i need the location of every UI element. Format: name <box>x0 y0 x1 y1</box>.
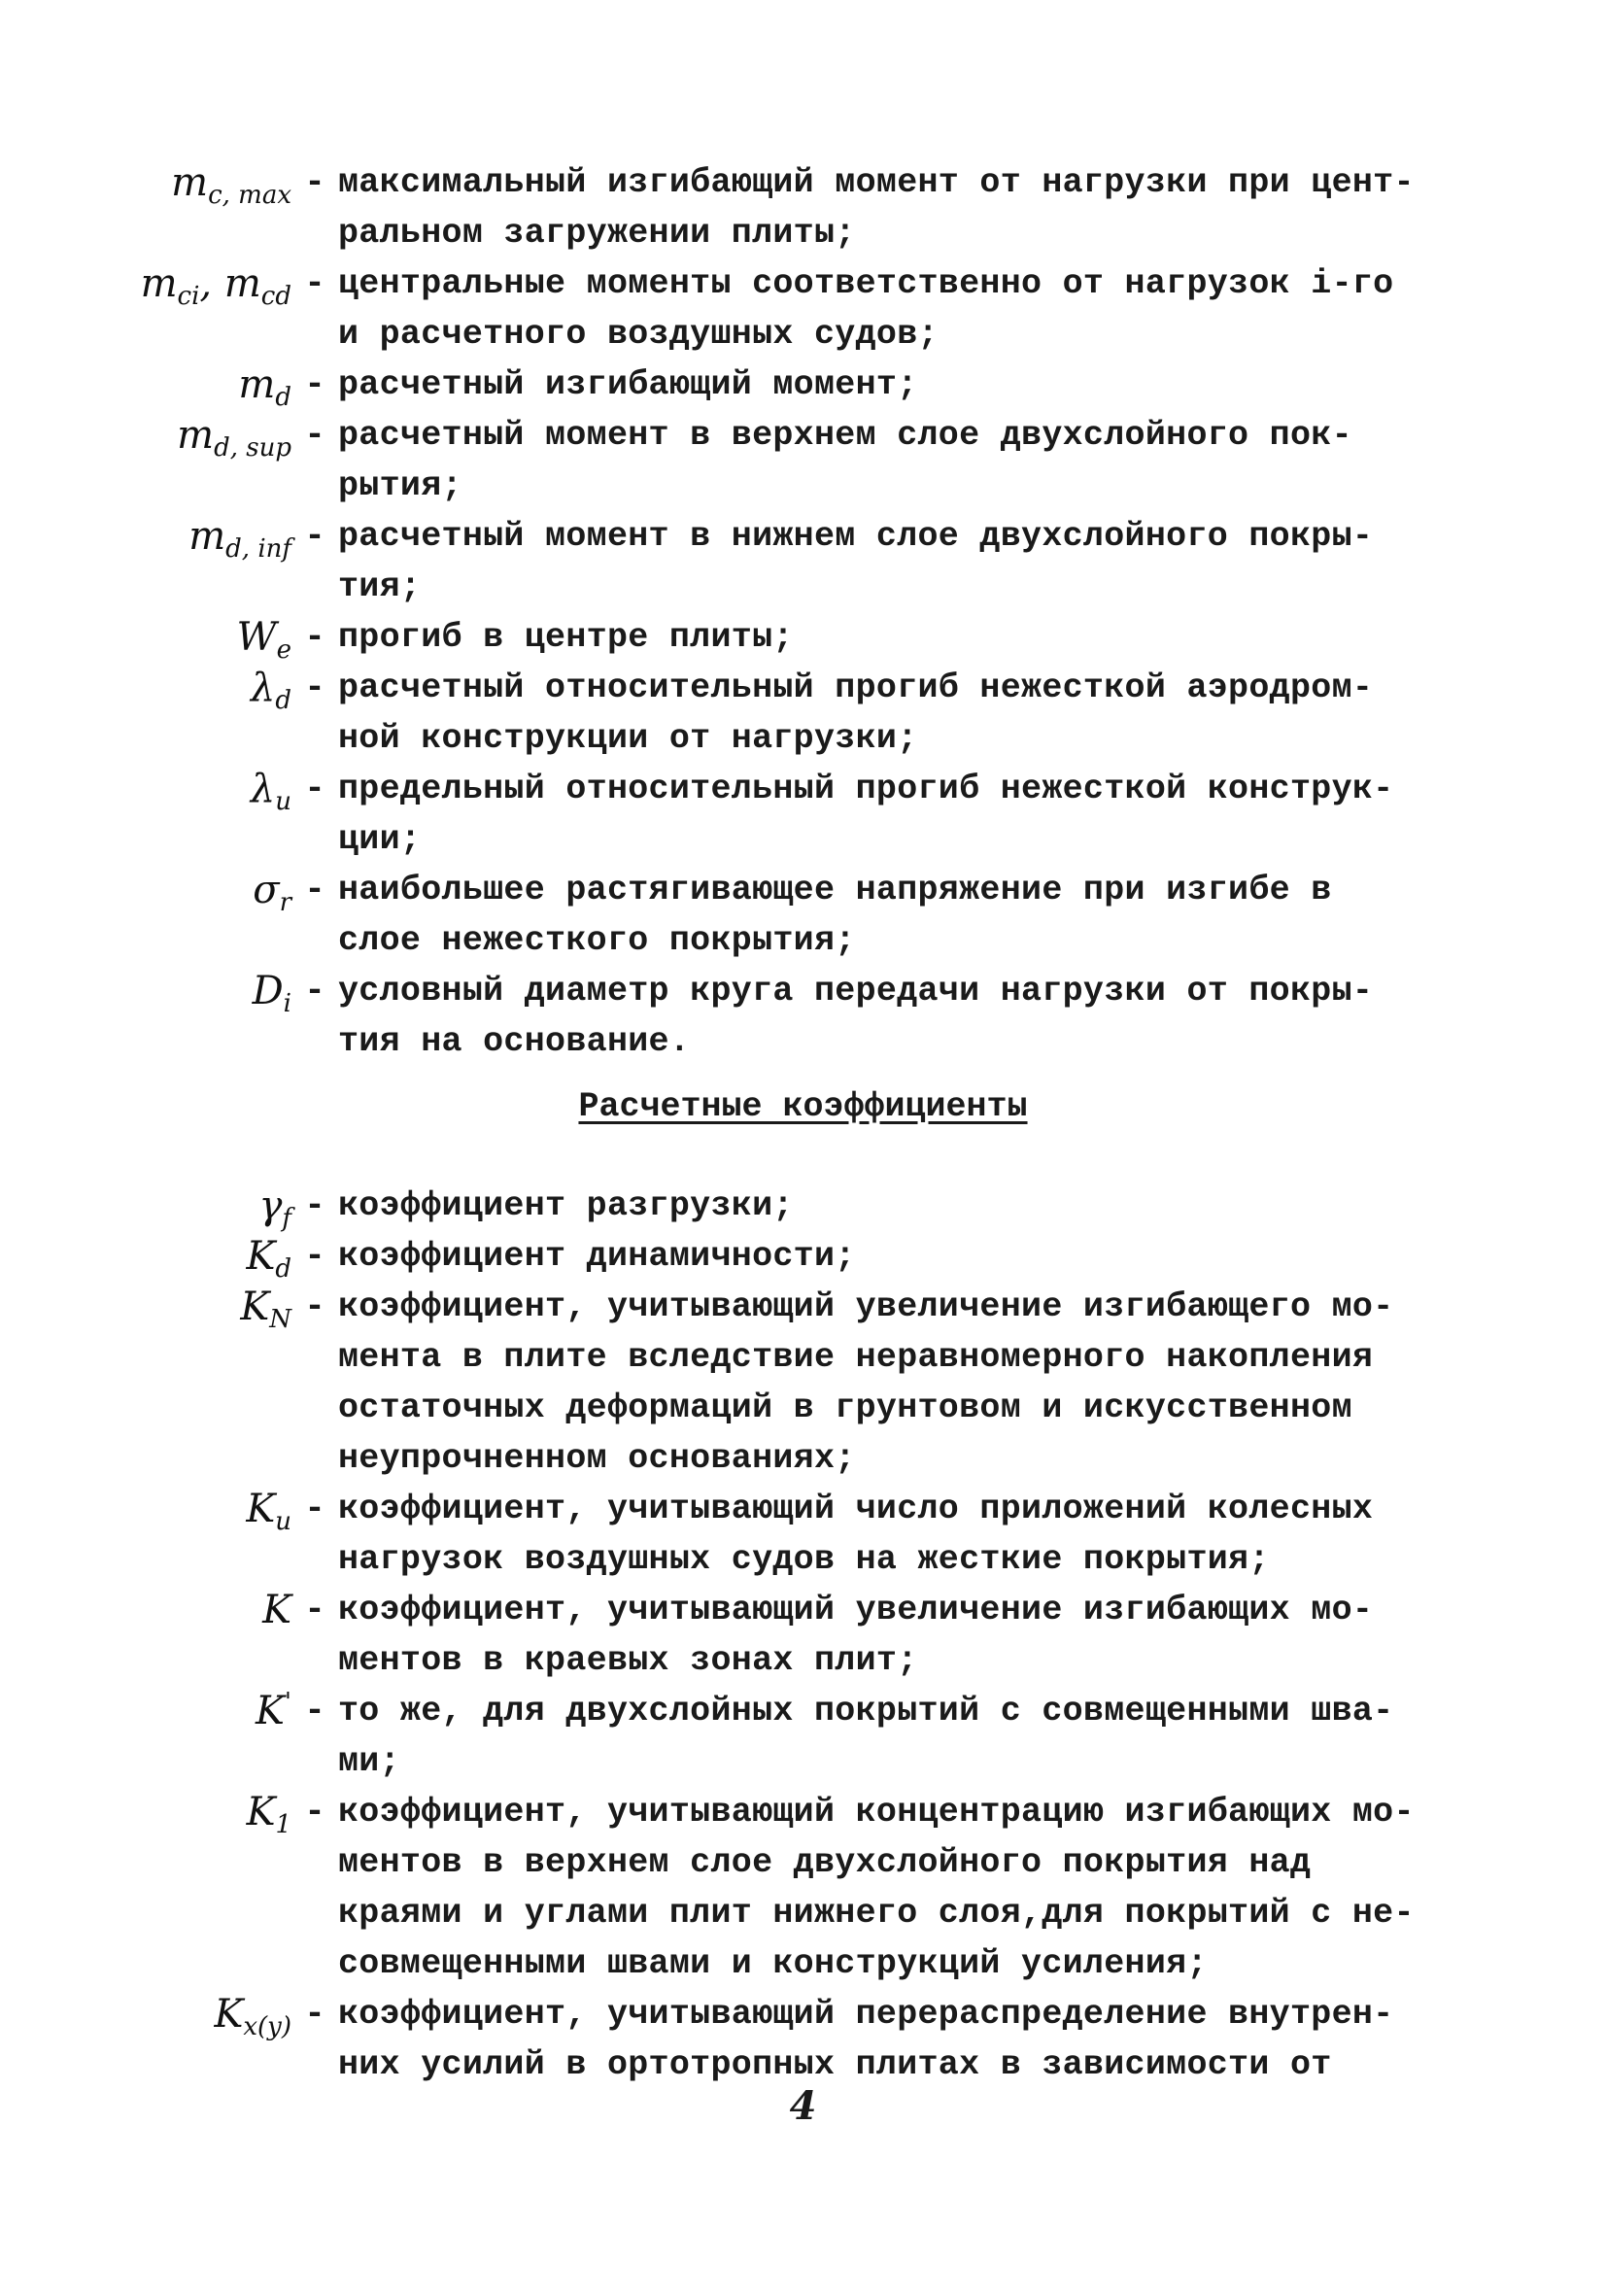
definition-text <box>338 966 1387 1067</box>
definition-dash: - <box>304 1286 325 1326</box>
definition-line: максимальный изгибающий момент от нагрузки при цент- <box>338 163 1415 202</box>
symbol <box>0 1686 291 1736</box>
definition-line: ральном загружении плиты; <box>338 214 856 253</box>
definition-entry <box>0 764 1606 865</box>
definition-dash: - <box>304 364 325 404</box>
symbol-base: m <box>223 261 261 306</box>
definition-line: ной конструкции от нагрузки; <box>338 719 918 758</box>
definition-text <box>338 258 1394 360</box>
definition-text <box>338 663 1387 764</box>
definition-entry <box>0 1787 1606 1989</box>
symbol-base: m <box>177 413 215 458</box>
symbol-subscript: x(y) <box>243 2012 291 2041</box>
definition-dash: - <box>304 263 325 303</box>
definition-entry <box>0 360 1606 410</box>
definition-line: расчетный изгибающий момент; <box>338 365 918 404</box>
symbol-subscript: r <box>279 888 291 917</box>
definition-dash: - <box>304 162 325 202</box>
definition-dash: - <box>304 415 325 455</box>
definition-dash: - <box>304 1185 325 1225</box>
definition-dash: - <box>304 1994 325 2034</box>
symbol <box>0 360 291 410</box>
symbol-definitions-list <box>0 157 1606 1067</box>
symbol-base: γ <box>258 1183 283 1228</box>
symbol-subscript: u <box>275 787 291 816</box>
symbol-base: K <box>262 1588 291 1632</box>
definition-dash: - <box>304 1792 325 1832</box>
symbol-subscript: e <box>276 635 291 665</box>
definition-line: то же, для двухслойных покрытий с совмещенными шва- <box>338 1692 1394 1731</box>
definition-dash: - <box>304 769 325 808</box>
definition-text <box>338 511 1387 612</box>
symbol-base: m <box>140 261 178 306</box>
symbol <box>0 1989 291 2039</box>
definition-text <box>338 1787 1415 1989</box>
definition-line: наибольшее растягивающее напряжение при изгибе в <box>338 871 1332 909</box>
definition-dash: - <box>304 971 325 1011</box>
definition-line: расчетный момент в нижнем слое двухслойного покры- <box>338 517 1374 556</box>
definition-text <box>338 1181 1387 1231</box>
definition-line: совмещенными швами и конструкций усиления; <box>338 1944 1208 1983</box>
symbol-base: K <box>240 1285 270 1329</box>
definition-line: коэффициент разгрузки; <box>338 1186 794 1225</box>
definition-text <box>338 1585 1387 1686</box>
definition-line: слое нежесткого покрытия; <box>338 921 856 960</box>
page-number: 4 <box>789 2083 817 2129</box>
definition-text <box>338 1484 1387 1585</box>
symbol <box>0 1282 291 1332</box>
definition-text <box>338 1231 1387 1282</box>
definition-entry <box>0 1989 1606 2090</box>
definition-line: условный диаметр круга передачи нагрузки от покры- <box>338 972 1374 1011</box>
symbol-subscript: 1 <box>275 1810 291 1839</box>
definition-entry <box>0 1282 1606 1484</box>
symbol <box>0 663 291 713</box>
definition-line: коэффициент, учитывающий число приложений колесных <box>338 1490 1374 1528</box>
symbol-base: K <box>246 1234 276 1279</box>
definition-entry <box>0 1686 1606 1787</box>
definition-line: тия; <box>338 567 422 606</box>
definition-text <box>338 360 1387 410</box>
symbol-base: K <box>255 1689 285 1733</box>
definition-line: коэффициент, учитывающий увеличение изгибающих мо- <box>338 1591 1374 1629</box>
definition-text <box>338 612 1387 663</box>
definition-line: коэффициент, учитывающий концентрацию изгибающих мо- <box>338 1793 1415 1832</box>
definition-line: прогиб в центре плиты; <box>338 618 794 657</box>
definition-entry <box>0 1484 1606 1585</box>
symbol <box>0 157 291 208</box>
symbol-subscript: u <box>275 1507 291 1536</box>
symbol <box>0 1231 291 1282</box>
definition-line: и расчетного воздушных судов; <box>338 315 939 354</box>
definition-entry <box>0 258 1606 360</box>
definition-dash: - <box>304 1236 325 1276</box>
symbol-base: σ <box>253 868 280 912</box>
definition-line: расчетный относительный прогиб нежесткой аэродром- <box>338 668 1374 707</box>
definition-line: расчетный момент в верхнем слое двухслойного пок- <box>338 416 1352 455</box>
definition-dash: - <box>304 668 325 707</box>
section-heading <box>0 1081 1606 1132</box>
definition-entry <box>0 1181 1606 1231</box>
symbol-subscript: cd <box>260 282 291 311</box>
symbol-subscript: d <box>275 383 291 412</box>
symbol <box>0 1181 291 1231</box>
symbol-base: λ <box>250 666 276 710</box>
definition-line: ми; <box>338 1742 400 1781</box>
symbol-base: K <box>214 1992 244 2037</box>
definition-line: тия на основание. <box>338 1022 691 1061</box>
symbol-subscript: i <box>283 989 291 1018</box>
symbol <box>0 511 291 562</box>
definition-line: остаточных деформаций в грунтовом и искусственном <box>338 1388 1352 1427</box>
symbol-subscript: f <box>282 1204 291 1233</box>
definition-line: рытия; <box>338 466 462 505</box>
symbol <box>0 764 291 814</box>
definition-line: центральные моменты соответственно от нагрузок i-го <box>338 264 1394 303</box>
symbol <box>0 1484 291 1534</box>
definition-line: них усилий в ортотропных плитах в зависимости от <box>338 2045 1332 2084</box>
definition-dash: - <box>304 1590 325 1629</box>
symbol-base: K <box>246 1790 276 1834</box>
definition-dash: - <box>304 516 325 556</box>
definition-entry <box>0 511 1606 612</box>
definition-line: неупрочненном основаниях; <box>338 1439 856 1478</box>
definition-text <box>338 1282 1394 1484</box>
symbol <box>0 612 291 663</box>
symbol-subscript: N <box>269 1305 291 1334</box>
symbol <box>0 1787 291 1837</box>
symbol-subscript: c, max <box>208 181 291 210</box>
definition-entry <box>0 157 1606 258</box>
symbol-base: m <box>238 362 276 407</box>
symbol-subscript: d, sup <box>214 433 291 463</box>
definition-line: коэффициент, учитывающий перераспределение внутрен- <box>338 1995 1394 2034</box>
symbol-subscript: d <box>275 686 291 715</box>
definition-dash: - <box>304 1489 325 1528</box>
definition-line: предельный относительный прогиб нежесткой конструк- <box>338 770 1394 808</box>
symbol-subscript: d, inf <box>225 534 291 564</box>
definition-entry <box>0 410 1606 511</box>
definition-text <box>338 764 1394 865</box>
definition-line: ции; <box>338 820 422 859</box>
definition-line: коэффициент, учитывающий увеличение изгибающего мо- <box>338 1287 1394 1326</box>
definition-line: коэффициент динамичности; <box>338 1237 856 1276</box>
symbol-base: m <box>171 160 209 205</box>
definition-line: мента в плите вследствие неравномерного накопления <box>338 1338 1374 1377</box>
definition-line: краями и углами плит нижнего слоя,для покрытий с не- <box>338 1894 1415 1933</box>
definition-entry <box>0 663 1606 764</box>
symbol-superscript: ' <box>284 1688 291 1717</box>
symbol-base: m <box>188 514 226 559</box>
definition-line: ментов в краевых зонах плит; <box>338 1641 918 1680</box>
definition-dash: - <box>304 617 325 657</box>
coefficient-definitions-list <box>0 1181 1606 2090</box>
definition-dash: - <box>304 870 325 909</box>
definition-text <box>338 410 1387 511</box>
symbol-base: W <box>236 615 277 660</box>
definition-entry <box>0 966 1606 1067</box>
symbol-subscript: d <box>275 1254 291 1284</box>
symbol <box>0 1585 291 1635</box>
symbol <box>0 966 291 1016</box>
symbol: $m_{ci}$, $m_{cd}$ <box>140 261 291 311</box>
definition-line: ментов в верхнем слое двухслойного покрытия над <box>338 1843 1312 1882</box>
symbol-subscript: ci <box>177 282 200 311</box>
definition-entry <box>0 1585 1606 1686</box>
definition-text <box>338 157 1415 258</box>
definition-entry <box>0 612 1606 663</box>
symbol-base: K <box>246 1487 276 1531</box>
definition-line: нагрузок воздушных судов на жесткие покрытия; <box>338 1540 1270 1579</box>
definition-text <box>338 1686 1394 1787</box>
definition-dash: - <box>304 1691 325 1731</box>
symbol <box>0 865 291 915</box>
symbol-base: D <box>252 969 284 1013</box>
definition-entry <box>0 1231 1606 1282</box>
definition-text <box>338 865 1387 966</box>
symbol <box>0 410 291 461</box>
section-heading-text: Расчетные коэффициенты <box>578 1087 1028 1126</box>
definition-entry <box>0 865 1606 966</box>
symbol-base: λ <box>250 767 276 811</box>
definition-text <box>338 1989 1394 2090</box>
